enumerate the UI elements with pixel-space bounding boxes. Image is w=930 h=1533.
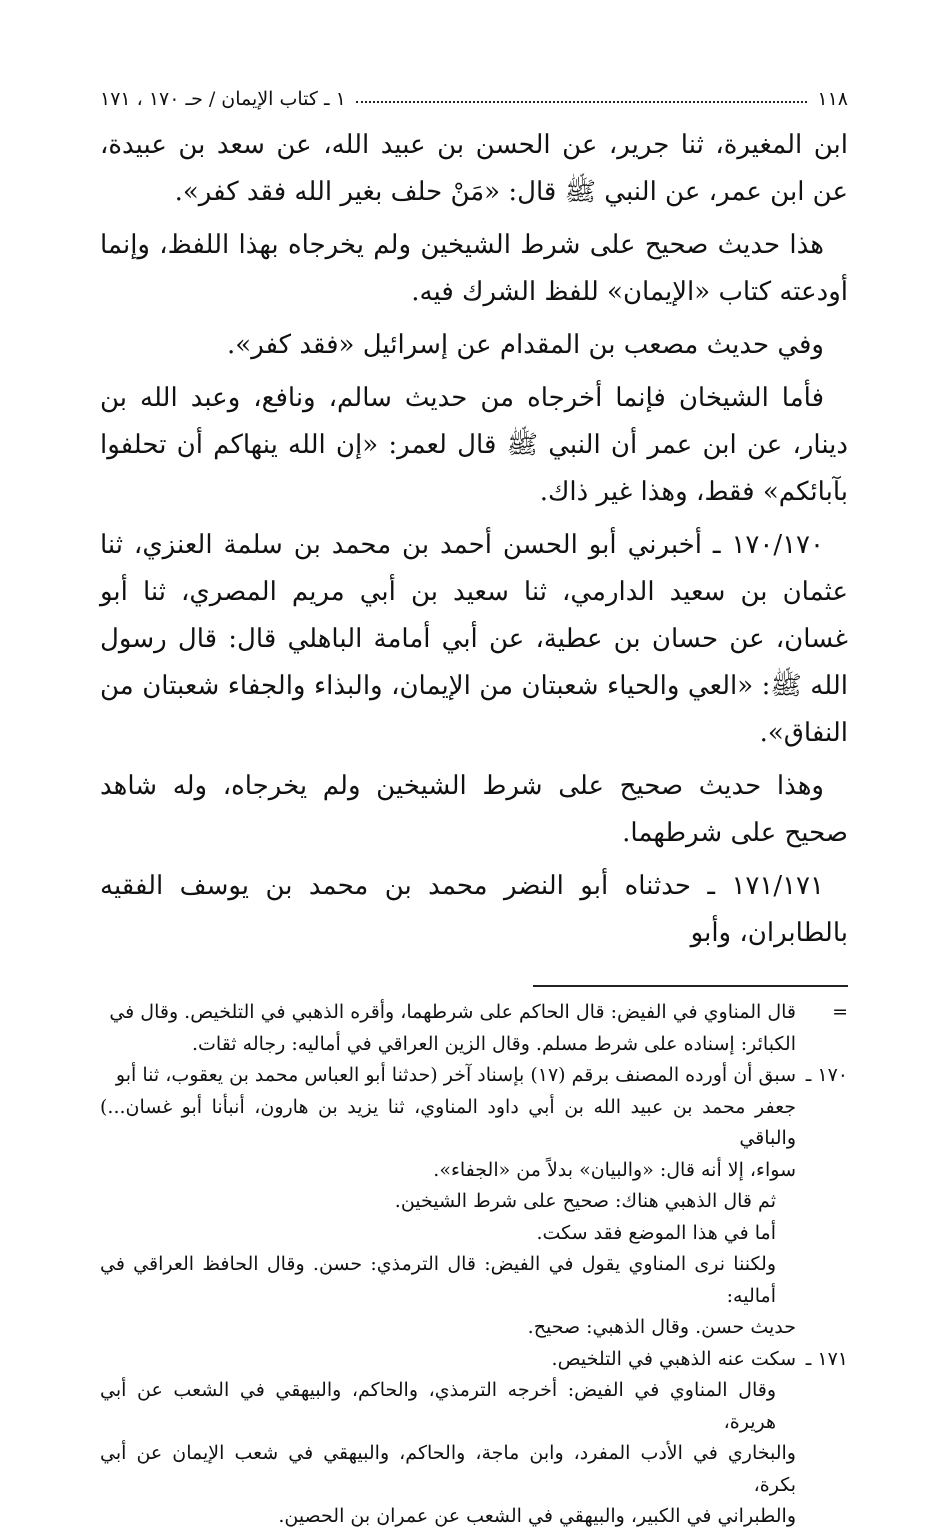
footnote-separator [533,985,848,987]
footnote-marker: ١٧١ ـ [805,1347,848,1370]
footnote-line: ولكننا نرى المناوي يقول في الفيض: قال الترمذي: حسن. وقال الحافظ العراقي في أماليه: [100,1253,776,1307]
footnote-marker: ١٧٠ ـ [805,1064,848,1086]
footnote-line: والبخاري في الأدب المفرد، وابن ماجة، والحاكم، والبيهقي في شعب الإيمان عن أبي بكرة، [100,1442,796,1496]
footnote [100,1344,848,1533]
footnote-line: أما في هذا الموضع فقد سكت. [536,1221,776,1244]
paragraph: فأما الشيخان فإنما أخرجاه من حديث سالم، ونافع، وعبد الله بن دينار، عن ابن عمر أن النبي ﷺ قال لعمر: «إن الله ينهاكم أن تحلفوا بآبائكم» فقط، وهذا غير ذاك. [100,383,848,507]
hadith-paragraph: ١٧١/١٧١ ـ حدثناه أبو النضر محمد بن محمد بن يوسف الفقيه بالطابران، وأبو [100,871,848,948]
paragraph: هذا حديث صحيح على شرط الشيخين ولم يخرجاه بهذا اللفظ، وإنما أودعته كتاب «الإيمان» للفظ الشرك فيه. [100,230,848,307]
footnote-line: جعفر محمد بن عبيد الله بن أبي داود المناوي، ثنا يزيد بن هارون، أنبأنا أبو غسان...) والباقي [100,1095,796,1149]
running-title: ١ ـ كتاب الإيمان / حـ ١٧٠ ، ١٧١ [100,88,346,110]
book-page [100,80,848,1533]
footnote-marker: = [832,1001,848,1023]
dotted-leader [356,101,808,103]
footnote-line: والطبراني في الكبير، والبيهقي في الشعب عن عمران بن الحصين. [278,1505,796,1527]
footnote-line: الكبائر: إسناده على شرط مسلم. وقال الزين العراقي في أماليه: رجاله ثقات. [191,1032,796,1055]
footnote [100,997,848,1060]
page-header [100,80,848,110]
paragraph: وفي حديث مصعب بن المقدام عن إسرائيل «فقد كفر». [227,330,824,360]
footnote-line: حديث حسن. وقال الذهبي: صحيح. [527,1316,796,1338]
hadith-paragraph: ١٧٠/١٧٠ ـ أخبرني أبو الحسن أحمد بن محمد بن سلمة العنزي، ثنا عثمان بن سعيد الدارمي، ثنا سعيد بن أبي مريم المصري، ثنا أبو غسان، عن حسان بن عطية، عن أبي أمامة الباهلي قال: قال رسول الله ﷺ: «العي والحياء شعبتان من الإيمان، والبذاء والجفاء شعبتان من النفاق». [100,530,848,748]
footnote-body [100,997,796,1060]
footnote-line: ثم قال الذهبي هناك: صحيح على شرط الشيخين. [394,1190,776,1212]
footnote [100,1060,848,1344]
footnote-line: قال المناوي في الفيض: قال الحاكم على شرطهما، وأقره الذهبي في التلخيص. وقال في [109,1001,796,1023]
footnote-line: وقال المناوي في الفيض: أخرجه الترمذي، والحاكم، والبيهقي في الشعب عن أبي هريرة، [100,1379,776,1433]
footnote-body [100,1344,796,1533]
footnote-body [100,1060,796,1344]
page-number: ١١٨ [817,88,848,110]
main-text [100,122,848,957]
footnote-line: سكت عنه الذهبي في التلخيص. [551,1347,796,1370]
paragraph: ابن المغيرة، ثنا جرير، عن الحسن بن عبيد الله، عن سعد بن عبيدة، عن ابن عمر، عن النبي ﷺ قال: «مَنْ حلف بغير الله فقد كفر». [100,130,848,207]
footnote-line: سواء، إلا أنه قال: «والبيان» بدلاً من «الجفاء». [433,1158,796,1181]
footnotes [100,997,848,1533]
paragraph: وهذا حديث صحيح على شرط الشيخين ولم يخرجاه، وله شاهد صحيح على شرطهما. [100,771,848,848]
footnote-line: سبق أن أورده المصنف برقم (١٧) بإسناد آخر (حدثنا أبو العباس محمد بن يعقوب، ثنا أبو [115,1064,796,1086]
